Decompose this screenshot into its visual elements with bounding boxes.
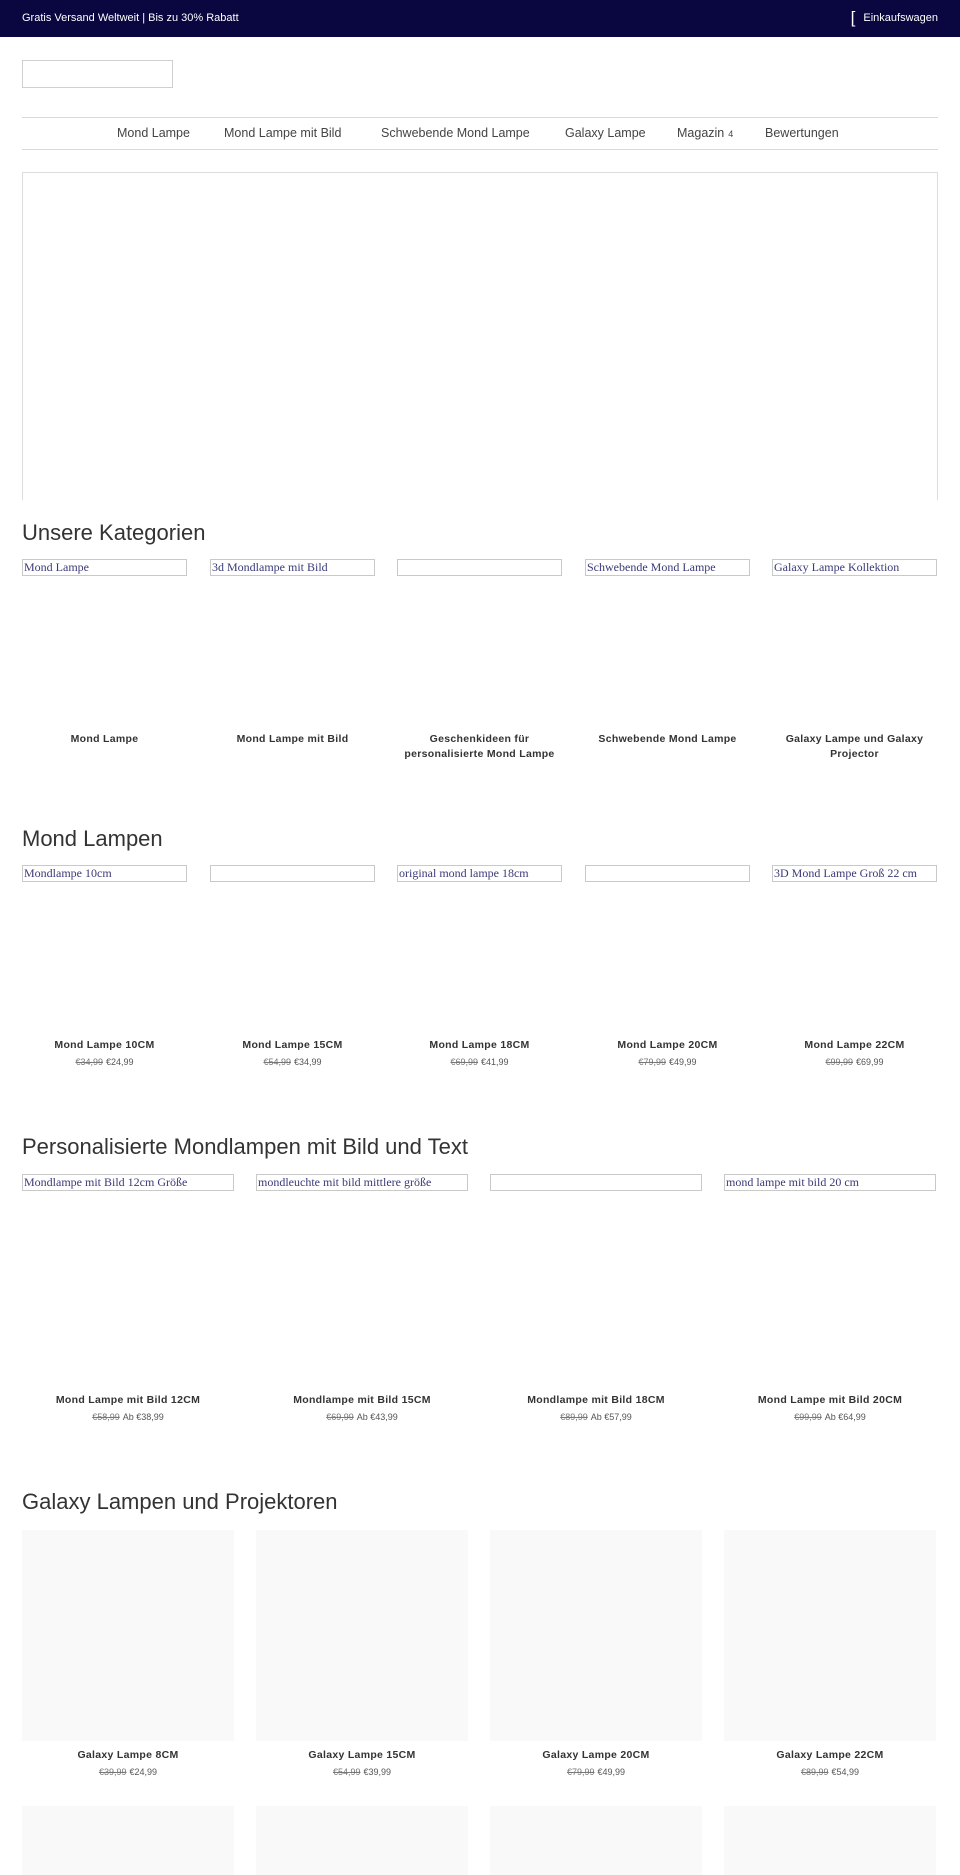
- product-title[interactable]: Mond Lampe 18CM: [429, 1039, 530, 1051]
- main-navigation: [22, 117, 938, 150]
- category-image[interactable]: Mond Lampe: [22, 559, 187, 576]
- product-image[interactable]: 3D Mond Lampe Groß 22 cm: [772, 865, 937, 882]
- product-price: [22, 1057, 187, 1067]
- announcement-bar: [0, 0, 960, 37]
- compare-price: €89,99: [800, 1767, 829, 1777]
- categories-title: Unsere Kategorien: [22, 520, 206, 545]
- product-image[interactable]: [210, 865, 375, 882]
- promo-text: Gratis Versand Weltweit | Bis zu 30% Rabatt: [22, 12, 239, 24]
- category-name[interactable]: Galaxy Lampe und Galaxy Projector: [785, 733, 924, 760]
- product-title[interactable]: Mond Lampe 10CM: [54, 1039, 155, 1051]
- product-title[interactable]: Mond Lampe 22CM: [804, 1039, 905, 1051]
- compare-price: €99,99: [825, 1057, 853, 1067]
- product-price: [772, 1057, 937, 1067]
- sale-price: Ab €43,99: [356, 1412, 398, 1422]
- hero-banner[interactable]: [22, 172, 938, 500]
- nav-magazin-label: Magazin: [677, 126, 725, 140]
- cart-link[interactable]: [851, 9, 938, 26]
- compare-price: €39,99: [98, 1767, 127, 1777]
- product-image[interactable]: Mondlampe mit Bild 12cm Größe: [22, 1174, 234, 1191]
- product-image[interactable]: mondleuchte mit bild mittlere größe: [256, 1174, 468, 1191]
- nav-item-magazin[interactable]: [677, 126, 733, 140]
- compare-price: €54,99: [263, 1057, 291, 1067]
- category-name[interactable]: Geschenkideen für personalisierte Mond Lampe: [404, 733, 555, 760]
- product-image[interactable]: Mondlampe 10cm: [22, 865, 187, 882]
- personal-lamps-title: Personalisierte Mondlampen mit Bild und Text: [22, 1134, 468, 1159]
- product-image[interactable]: [490, 1174, 702, 1191]
- product-price: [397, 1057, 562, 1067]
- product-image[interactable]: [724, 1806, 936, 1875]
- compare-price: €79,99: [566, 1767, 595, 1777]
- product-image[interactable]: [490, 1806, 702, 1875]
- product-image[interactable]: [585, 865, 750, 882]
- product-title[interactable]: Galaxy Lampe 8CM: [77, 1749, 179, 1761]
- product-image[interactable]: mond lampe mit bild 20 cm: [724, 1174, 936, 1191]
- product-image[interactable]: [22, 1806, 234, 1875]
- nav-item-bewertungen[interactable]: Bewertungen: [765, 126, 839, 140]
- product-price: [256, 1412, 468, 1422]
- product-title[interactable]: Galaxy Lampe 22CM: [776, 1749, 884, 1761]
- sale-price: Ab €38,99: [122, 1412, 164, 1422]
- sale-price: €41,99: [481, 1057, 509, 1067]
- product-price: [724, 1767, 936, 1777]
- category-name[interactable]: Mond Lampe mit Bild: [236, 733, 349, 745]
- compare-price: €69,99: [326, 1412, 354, 1422]
- product-price: [22, 1767, 234, 1777]
- product-image[interactable]: [256, 1530, 468, 1741]
- product-image[interactable]: [724, 1530, 936, 1741]
- product-price: [724, 1412, 936, 1422]
- category-image[interactable]: Schwebende Mond Lampe: [585, 559, 750, 576]
- nav-item-mond-lampe[interactable]: Mond Lampe: [117, 126, 190, 140]
- compare-price: €54,99: [332, 1767, 361, 1777]
- product-title[interactable]: Mondlampe mit Bild 15CM: [293, 1394, 431, 1406]
- nav-item-galaxy-lampe[interactable]: Galaxy Lampe: [565, 126, 646, 140]
- product-price: [490, 1767, 702, 1777]
- compare-price: €58,99: [92, 1412, 120, 1422]
- sale-price: €54,99: [831, 1767, 860, 1777]
- sale-price: Ab €57,99: [590, 1412, 632, 1422]
- sale-price: €39,99: [363, 1767, 392, 1777]
- sale-price: €24,99: [106, 1057, 134, 1067]
- product-title[interactable]: Mond Lampe 15CM: [242, 1039, 343, 1051]
- compare-price: €79,99: [638, 1057, 666, 1067]
- sale-price: €49,99: [597, 1767, 626, 1777]
- sale-price: €49,99: [669, 1057, 697, 1067]
- moon-lamps-title: Mond Lampen: [22, 826, 163, 851]
- product-image[interactable]: [22, 1530, 234, 1741]
- category-name[interactable]: Mond Lampe: [70, 733, 139, 745]
- cart-label: Einkaufswagen: [863, 11, 938, 24]
- product-title[interactable]: Mond Lampe mit Bild 12CM: [55, 1394, 201, 1406]
- nav-item-mond-lampe-mit-bild[interactable]: Mond Lampe mit Bild: [224, 126, 342, 140]
- product-price: [22, 1412, 234, 1422]
- product-title[interactable]: Galaxy Lampe 15CM: [308, 1749, 416, 1761]
- product-image[interactable]: [490, 1530, 702, 1741]
- product-title[interactable]: Mond Lampe mit Bild 20CM: [757, 1394, 903, 1406]
- cart-icon: [: [850, 8, 856, 27]
- compare-price: €89,99: [560, 1412, 588, 1422]
- sale-price: €24,99: [129, 1767, 158, 1777]
- nav-magazin-badge: 4: [728, 129, 734, 139]
- product-title[interactable]: Mondlampe mit Bild 18CM: [527, 1394, 665, 1406]
- product-title[interactable]: Galaxy Lampe 20CM: [542, 1749, 650, 1761]
- site-logo[interactable]: [22, 60, 173, 88]
- category-image[interactable]: [397, 559, 562, 576]
- product-title[interactable]: Mond Lampe 20CM: [617, 1039, 718, 1051]
- product-image[interactable]: original mond lampe 18cm: [397, 865, 562, 882]
- category-image[interactable]: Galaxy Lampe Kollektion: [772, 559, 937, 576]
- product-price: [585, 1057, 750, 1067]
- category-name[interactable]: Schwebende Mond Lampe: [598, 733, 737, 745]
- product-price: [490, 1412, 702, 1422]
- galaxy-lamps-title: Galaxy Lampen und Projektoren: [22, 1489, 338, 1514]
- category-image[interactable]: 3d Mondlampe mit Bild: [210, 559, 375, 576]
- product-price: [210, 1057, 375, 1067]
- compare-price: €34,99: [75, 1057, 103, 1067]
- product-price: [256, 1767, 468, 1777]
- compare-price: €69,99: [450, 1057, 478, 1067]
- compare-price: €99,99: [794, 1412, 822, 1422]
- sale-price: €69,99: [856, 1057, 884, 1067]
- sale-price: €34,99: [294, 1057, 322, 1067]
- product-image[interactable]: [256, 1806, 468, 1875]
- sale-price: Ab €64,99: [824, 1412, 866, 1422]
- nav-item-schwebende-mond-lampe[interactable]: Schwebende Mond Lampe: [381, 126, 530, 140]
